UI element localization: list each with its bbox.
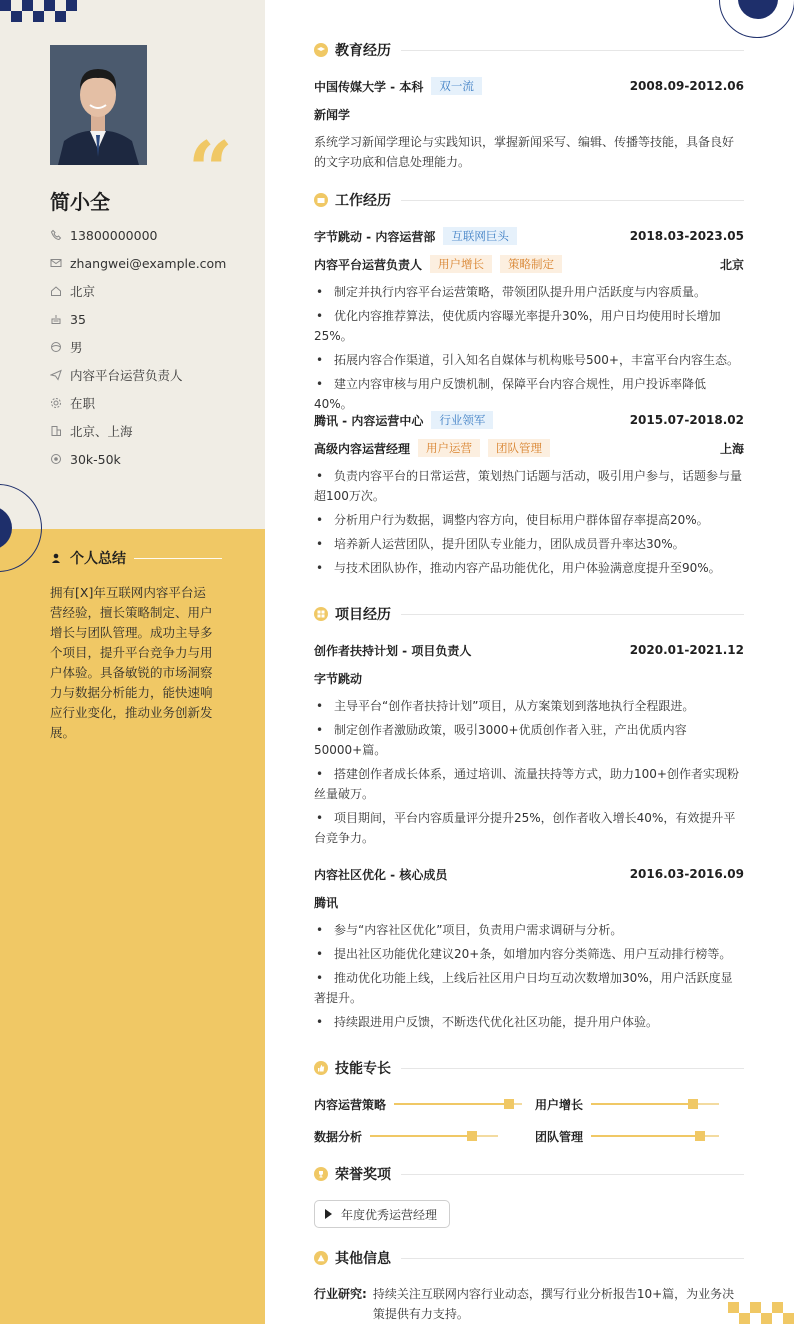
skill-bar-fill	[394, 1103, 509, 1105]
project-header	[314, 641, 744, 659]
skill-name: 内容运营策略	[314, 1097, 387, 1112]
summary-title: 个人总结	[70, 551, 126, 567]
bullet-text: 培养新人运营团队，提升团队专业能力，团队成员晋升率达30%。	[334, 537, 685, 551]
checker-pattern-top-left	[0, 0, 77, 22]
job-company-tag: 互联网巨头	[443, 227, 517, 245]
info-salary-text: 30k-50k	[70, 451, 121, 467]
section-divider	[401, 614, 744, 615]
education-tag: 双一流	[431, 77, 482, 95]
section-work	[314, 190, 744, 210]
education-date: 2008.09-2012.06	[629, 79, 744, 93]
grid-icon	[314, 607, 328, 621]
quote-mark-icon: “	[188, 125, 233, 216]
info-salary	[50, 451, 121, 467]
job-tag: 用户增长	[430, 255, 492, 273]
skill-bar-knob	[688, 1099, 698, 1109]
graduation-icon	[314, 43, 328, 57]
info-icon	[314, 1251, 328, 1265]
skill-bar-knob	[467, 1131, 477, 1141]
project-org-row	[314, 669, 744, 687]
section-title: 工作经历	[335, 193, 391, 209]
skill-name: 用户增长	[535, 1097, 584, 1112]
project-org-row	[314, 893, 744, 911]
avatar	[50, 45, 147, 165]
project-date: 2020.01-2021.12	[629, 643, 744, 657]
job-bullet: • 与技术团队协作，推动内容产品功能优化，用户体验满意度提升至90%。	[316, 561, 721, 575]
project-bullet: • 主导平台“创作者扶持计划”项目，从方案策划到落地执行全程跟进。	[316, 699, 695, 713]
info-age	[50, 311, 86, 327]
mail-icon	[50, 257, 62, 269]
bullet-text: 优化内容推荐算法，使优质内容曝光率提升30%，用户日均使用时长增加25%。	[314, 309, 721, 343]
job-role: 内容平台运营负责人	[314, 257, 423, 272]
bullet-text: 持续跟进用户反馈，不断迭代优化社区功能，提升用户体验。	[334, 1015, 659, 1029]
job-tag: 策略制定	[500, 255, 562, 273]
decorative-dot-right	[738, 0, 778, 19]
job-header	[314, 227, 744, 245]
section-education	[314, 40, 744, 60]
job-role-row	[314, 255, 744, 273]
section-title: 项目经历	[335, 607, 391, 623]
skill-bar	[591, 1103, 719, 1105]
skill-bar-fill	[370, 1135, 472, 1137]
skill-item	[535, 1128, 719, 1144]
skill-item	[314, 1096, 522, 1112]
education-major: 新闻学	[314, 107, 351, 122]
skill-item	[314, 1128, 498, 1144]
bullet-text: 制定创作者激励政策，吸引3000+优质创作者入驻，产出优质内容50000+篇。	[314, 723, 687, 757]
info-gender	[50, 339, 83, 355]
bullet-text: 项目期间，平台内容质量评分提升25%，创作者收入增长40%，有效提升平台竞争力。	[314, 811, 736, 845]
job-header	[314, 411, 744, 429]
bullet-text: 与技术团队协作，推动内容产品功能优化，用户体验满意度提升至90%。	[334, 561, 721, 575]
project-bullet: • 持续跟进用户反馈，不断迭代优化社区功能，提升用户体验。	[316, 1015, 659, 1029]
job-city: 北京	[719, 257, 744, 272]
building-icon	[50, 425, 62, 437]
project-bullet: • 提出社区功能优化建议20+条，如增加内容分类筛选、用户互动排行榜等。	[316, 947, 732, 961]
project-bullet: • 推动优化功能上线，上线后社区用户日均互动次数增加30%，用户活跃度显著提升。	[314, 971, 733, 1005]
section-divider	[401, 50, 744, 51]
project-header	[314, 865, 744, 883]
education-major-row	[314, 105, 744, 123]
summary-text: 拥有[X]年互联网内容平台运营经验，擅长策略制定、用户增长与团队管理。成功主导多个项目，提升平台竞争力与用户体验。具备敏锐的市场洞察力与数据分析能力，能快速响应行业变化，推动业务创新发展。	[50, 585, 213, 740]
briefcase-icon	[314, 193, 328, 207]
trophy-icon	[314, 1167, 328, 1181]
section-skills	[314, 1058, 744, 1078]
info-status-text: 在职	[70, 396, 96, 411]
user-icon	[50, 552, 62, 564]
other-info-row	[314, 1284, 744, 1324]
bullet-text: 搭建创作者成长体系，通过培训、流量扶持等方式，助力100+创作者实现粉丝量破万。	[314, 767, 739, 801]
section-title: 教育经历	[335, 43, 391, 59]
bullet-text: 参与“内容社区优化”项目，负责用户需求调研与分析。	[334, 923, 623, 937]
bullet-text: 拓展内容合作渠道，引入知名自媒体与机构账号500+，丰富平台内容生态。	[334, 353, 739, 367]
info-email-text: zhangwei@example.com	[70, 255, 227, 271]
job-bullet: • 分析用户行为数据，调整内容方向，使目标用户群体留存率提高20%。	[316, 513, 709, 527]
section-divider	[401, 1258, 744, 1259]
job-bullet: • 优化内容推荐算法，使优质内容曝光率提升30%，用户日均使用时长增加25%。	[314, 309, 721, 343]
section-divider	[401, 200, 744, 201]
section-divider	[401, 1174, 744, 1175]
info-location	[50, 283, 95, 299]
section-divider	[401, 1068, 744, 1069]
skill-bar-knob	[695, 1131, 705, 1141]
job-role-row	[314, 439, 744, 457]
summary-heading	[50, 548, 222, 568]
info-target-city-text: 北京、上海	[70, 424, 133, 439]
bullet-text: 推动优化功能上线，上线后社区用户日均互动次数增加30%，用户活跃度显著提升。	[314, 971, 733, 1005]
info-status	[50, 395, 95, 411]
profile-name: 简小全	[50, 190, 110, 214]
info-gender-text: 男	[70, 340, 83, 355]
thumbs-up-icon	[314, 1061, 328, 1075]
project-name: 创作者扶持计划 - 项目负责人	[314, 643, 472, 658]
job-bullet: • 培养新人运营团队，提升团队专业能力，团队成员晋升率达30%。	[316, 537, 685, 551]
project-org: 腾讯	[314, 895, 339, 910]
skill-bar-fill	[591, 1135, 700, 1137]
job-bullet: • 制定并执行内容平台运营策略，带领团队提升用户活跃度与内容质量。	[316, 285, 707, 299]
info-position	[50, 367, 183, 383]
info-location-text: 北京	[70, 284, 96, 299]
section-title: 荣誉奖项	[335, 1167, 391, 1183]
other-info-value: 持续关注互联网内容行业动态，撰写行业分析报告10+篇，为业务决策提供有力支持。	[372, 1287, 735, 1321]
skill-bar-fill	[591, 1103, 693, 1105]
skill-item	[535, 1096, 719, 1112]
cake-icon	[50, 313, 62, 325]
info-age-text: 35	[70, 311, 86, 327]
coin-icon	[50, 453, 62, 465]
bullet-text: 主导平台“创作者扶持计划”项目，从方案策划到落地执行全程跟进。	[334, 699, 695, 713]
info-target-city	[50, 423, 133, 439]
job-bullet: • 负责内容平台的日常运营，策划热门话题与活动，吸引用户参与，话题参与量超100万次。	[314, 469, 743, 503]
skill-bar	[394, 1103, 522, 1105]
decorative-ring-right	[719, 0, 794, 38]
project-bullet: • 项目期间，平台内容质量评分提升25%，创作者收入增长40%，有效提升平台竞争力。	[314, 811, 736, 845]
project-bullet: • 参与“内容社区优化”项目，负责用户需求调研与分析。	[316, 923, 623, 937]
job-bullet: • 建立内容审核与用户反馈机制，保障平台内容合规性，用户投诉率降低40%。	[314, 377, 707, 411]
info-position-text: 内容平台运营负责人	[70, 368, 183, 383]
phone-icon	[50, 229, 62, 241]
job-bullet: • 拓展内容合作渠道，引入知名自媒体与机构账号500+，丰富平台内容生态。	[316, 353, 739, 367]
job-tag: 用户运营	[418, 439, 480, 457]
skill-name: 团队管理	[535, 1129, 584, 1144]
decorative-dot-left	[0, 506, 12, 550]
project-bullet: • 搭建创作者成长体系，通过培训、流量扶持等方式，助力100+创作者实现粉丝量破万。	[314, 767, 739, 801]
project-name: 内容社区优化 - 核心成员	[314, 867, 448, 882]
info-phone-text: 13800000000	[70, 227, 158, 243]
project-bullet: • 制定创作者激励政策，吸引3000+优质创作者入驻，产出优质内容50000+篇。	[314, 723, 687, 757]
section-title: 技能专长	[335, 1061, 391, 1077]
send-icon	[50, 369, 62, 381]
job-date: 2018.03-2023.05	[629, 229, 744, 243]
skill-bar	[591, 1135, 719, 1137]
section-awards	[314, 1164, 744, 1184]
info-phone	[50, 227, 157, 243]
project-org: 字节跳动	[314, 671, 363, 686]
home-icon	[50, 285, 62, 297]
skill-bar-knob	[504, 1099, 514, 1109]
gender-icon	[50, 341, 62, 353]
project-date: 2016.03-2016.09	[629, 867, 744, 881]
other-info-key: 行业研究:	[314, 1287, 367, 1301]
award-chip	[314, 1200, 450, 1228]
education-school: 中国传媒大学 - 本科	[314, 79, 424, 94]
job-tag: 团队管理	[488, 439, 550, 457]
info-email	[50, 255, 226, 271]
skill-name: 数据分析	[314, 1129, 363, 1144]
award-text: 年度优秀运营经理	[341, 1207, 438, 1222]
job-role: 高级内容运营经理	[314, 441, 411, 456]
education-desc: 系统学习新闻学理论与实践知识，掌握新闻采写、编辑、传播等技能，具备良好的文字功底和信息处理能力。	[314, 135, 735, 169]
play-icon	[325, 1209, 332, 1219]
skill-bar	[370, 1135, 498, 1137]
bullet-text: 负责内容平台的日常运营，策划热门话题与活动，吸引用户参与，话题参与量超100万次。	[314, 469, 743, 503]
sidebar	[0, 0, 265, 1324]
section-projects	[314, 604, 744, 624]
section-other	[314, 1248, 744, 1268]
bullet-text: 分析用户行为数据，调整内容方向，使目标用户群体留存率提高20%。	[334, 513, 709, 527]
bullet-text: 建立内容审核与用户反馈机制，保障平台内容合规性，用户投诉率降低40%。	[314, 377, 707, 411]
job-city: 上海	[719, 441, 744, 456]
job-company: 字节跳动 - 内容运营部	[314, 229, 436, 244]
section-title: 其他信息	[335, 1251, 391, 1267]
job-company: 腾讯 - 内容运营中心	[314, 413, 424, 428]
job-date: 2015.07-2018.02	[629, 413, 744, 427]
education-header	[314, 77, 744, 95]
summary-divider	[134, 558, 222, 559]
gear-icon	[50, 397, 62, 409]
bullet-text: 制定并执行内容平台运营策略，带领团队提升用户活跃度与内容质量。	[334, 285, 707, 299]
bullet-text: 提出社区功能优化建议20+条，如增加内容分类筛选、用户互动排行榜等。	[334, 947, 732, 961]
job-company-tag: 行业领军	[431, 411, 493, 429]
